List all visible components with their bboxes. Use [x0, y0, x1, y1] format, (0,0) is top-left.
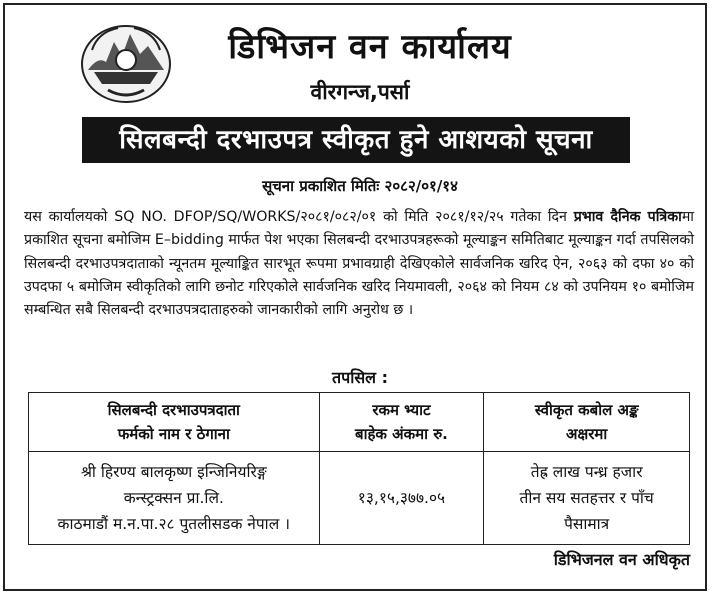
- publication-date: २०८२/०१/१४: [384, 177, 458, 195]
- bidder-name-cont: कन्स्ट्रक्सन प्रा.लि.: [123, 489, 224, 507]
- government-emblem-icon: [78, 20, 174, 104]
- body-text-part2: मा प्रकाशित सूचना बमोजिम E–bidding मार्फत पेश भएका सिलबन्दी दरभाउपत्रहरूको मूल्याङ्कन समितिबाट मूल्याङ्कन गर्दा तपसिलको सिलबन्दी दरभाउपत्रदाताको न्यूनतम मूल्याङ्कित सारभूत रूपमा प्रभावग्राही देखिएकोले सार्वजनिक खरिद ऐन, २०६३ को दफा ४० को उपदफा ५ बमोजिम स्वीकृतिको लागि छनोट गरिएकोले सार्वजनिक खरिद नियमावली, २०६४ को नियम ८४ को उपनियम १० बमोजिम सम्बन्धित सबै सिलबन्दी दरभाउपत्रदाताहरुको जानकारीको लागि अनुरोध छ ।: [24, 209, 694, 319]
- header-amount-line1: रकम भ्याट: [372, 401, 431, 419]
- header-bidder: [29, 393, 320, 452]
- notice-body: [24, 206, 694, 322]
- header-words: [484, 393, 690, 452]
- body-text-part1: यस कार्यालयको SQ NO. DFOP/SQ/WORKS/२०८१/०८२/०१ को मिति २०८१/१२/२५ गतेका दिन: [24, 209, 567, 225]
- header-words-line2: अक्षरमा: [566, 425, 608, 443]
- office-name: डिभिजन वन कार्यालय: [228, 27, 512, 67]
- header-bidder-line2: फर्मको नाम र ठेगाना: [117, 425, 230, 443]
- publication-date-line: [190, 176, 530, 196]
- header-bidder-line1: सिलबन्दी दरभाउपत्रदाता: [107, 401, 240, 419]
- header-amount: [319, 393, 484, 452]
- bidder-address: काठमाडौं म.न.पा.२८ पुतलीसडक नेपाल ।: [57, 515, 291, 533]
- amount-words-line3: पैसामात्र: [564, 515, 610, 533]
- signatory-title: डिभिजनल वन अधिकृत: [553, 550, 690, 569]
- amount-words-line1: तेह्र लाख पन्ध्र हजार: [530, 463, 643, 481]
- office-location: वीरगन्ज,पर्सा: [310, 80, 410, 104]
- notice-title: सिलबन्दी दरभाउपत्र स्वीकृत हुने आशयको सूचना: [82, 117, 630, 163]
- header-words-line1: स्वीकृत कबोल अङ्क: [534, 401, 639, 419]
- bidder-name: श्री हिरण्य बालकृष्ण इन्जिनियरिङ्ग: [80, 463, 267, 481]
- award-table: [28, 392, 690, 545]
- amount-cell: १३,१५,३७७.०५: [319, 452, 484, 545]
- schedule-heading: तपसिल :: [332, 368, 388, 387]
- bidder-cell: [29, 452, 320, 545]
- amount-words-line2: तीन सय सतहत्तर र पाँच: [519, 489, 654, 507]
- table-row: [29, 452, 690, 545]
- words-cell: [484, 452, 690, 545]
- publication-date-label: सूचना प्रकाशित मितिः: [262, 177, 380, 195]
- newspaper-name: प्रभाव दैनिक पत्रिका: [573, 209, 682, 225]
- table-header-row: [29, 393, 690, 452]
- header-amount-line2: बाहेक अंकमा रु.: [355, 425, 448, 443]
